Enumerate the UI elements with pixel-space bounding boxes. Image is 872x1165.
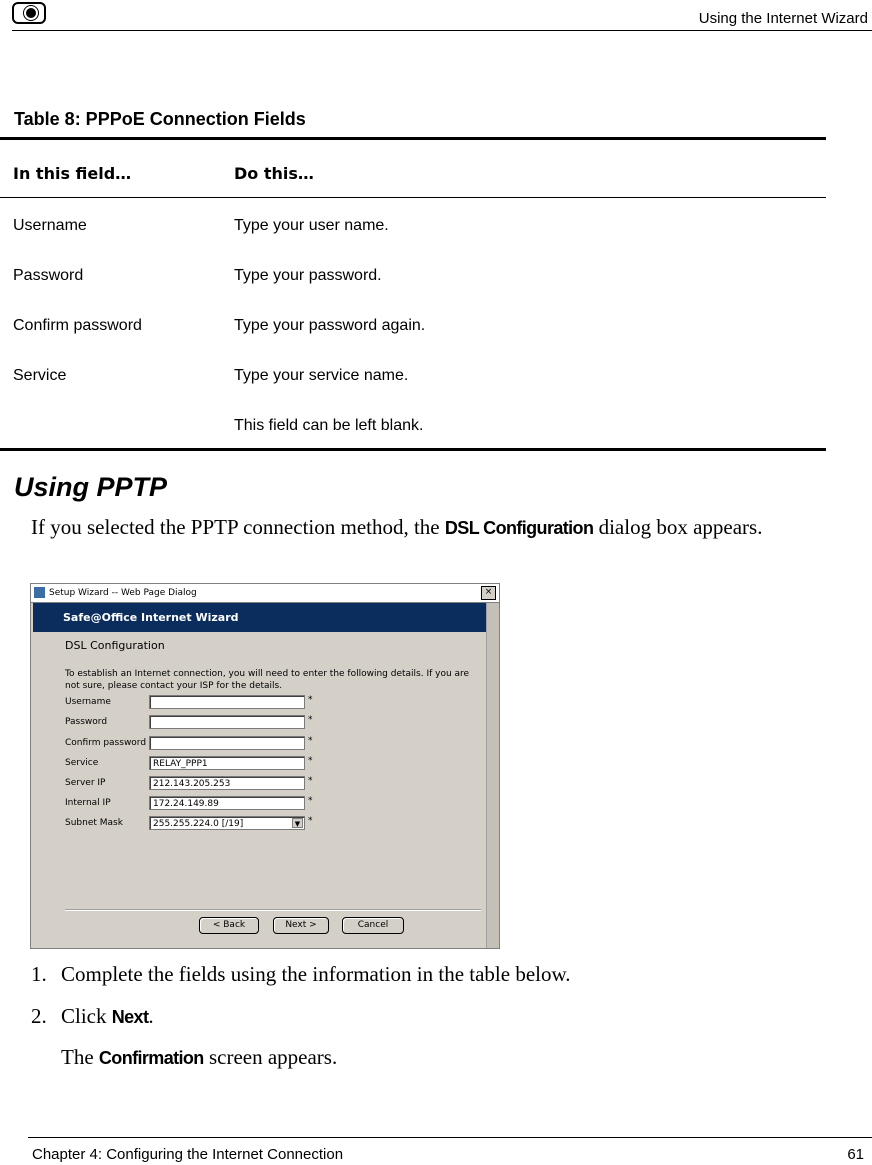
step-text: Click Next. [61,1004,154,1028]
close-icon[interactable]: × [481,586,496,600]
field-label: Confirm password [65,738,147,748]
dialog-window-title: Setup Wizard -- Web Page Dialog [49,588,197,598]
table-cell-action: Type your user name. [234,217,389,234]
dialog-heading: DSL Configuration [65,639,165,652]
field-label: Subnet Mask [65,818,123,828]
step-number: 2. [31,1004,47,1028]
step-number: 1. [31,962,47,986]
section-title: Using PPTP [14,472,168,502]
chevron-down-icon[interactable]: ▼ [292,818,303,828]
page-number: 61 [847,1146,864,1163]
result-text: The Confirmation screen appears. [61,1045,338,1069]
table-title: Table 8: PPPoE Connection Fields [14,109,306,129]
table-cell-field: Confirm password [13,317,142,334]
camera-icon [12,2,46,24]
table-header-field: In this field… [13,164,132,183]
field-label: Internal IP [65,798,111,808]
table-cell-field: Password [13,267,84,284]
field-label: Service [65,758,99,768]
service-input[interactable]: RELAY_PPP1 [149,756,305,770]
required-mark: * [308,715,313,725]
table-cell-action: This field can be left blank. [234,417,424,434]
header-divider [12,30,872,31]
window-icon [34,587,45,598]
next-button[interactable]: Next > [273,917,329,934]
table-cell-field: Username [13,217,87,234]
footer-chapter: Chapter 4: Configuring the Internet Connection [32,1146,344,1163]
subnet-mask-value: 255.255.224.0 [/19] [153,819,244,829]
dialog-description: To establish an Internet connection, you will need to enter the following details. If you are not sure, please contact your ISP for the details. [65,669,470,691]
intro-paragraph: If you selected the PPTP connection method, the DSL Configuration dialog box appears. [31,515,763,539]
password-input[interactable] [149,715,305,729]
dialog-divider [65,909,481,911]
table-top-rule [0,137,826,140]
internal-ip-input[interactable]: 172.24.149.89 [149,796,305,810]
subnet-mask-select[interactable] [149,816,305,830]
username-input[interactable] [149,695,305,709]
field-label: Username [65,697,111,707]
required-mark: * [308,736,313,746]
table-header-action: Do this… [234,164,314,183]
field-label: Password [65,717,108,727]
footer-divider [28,1137,872,1138]
step-text: Complete the fields using the information in the table below. [61,962,571,986]
dialog-titlebar [31,584,499,603]
back-button[interactable]: < Back [199,917,259,934]
field-label: Server IP [65,778,106,788]
required-mark: * [308,756,313,766]
table-cell-field: Service [13,367,67,384]
required-mark: * [308,816,313,826]
dialog-scrollbar[interactable] [486,603,499,949]
wizard-banner-title: Safe@Office Internet Wizard [63,611,239,624]
confirm-password-input[interactable] [149,736,305,750]
wizard-banner [33,603,486,632]
running-header: Using the Internet Wizard [698,10,868,27]
dsl-configuration-dialog [30,583,500,949]
cancel-button[interactable]: Cancel [342,917,404,934]
required-mark: * [308,776,313,786]
server-ip-input[interactable]: 212.143.205.253 [149,776,305,790]
required-mark: * [308,695,313,705]
table-cell-action: Type your password. [234,267,382,284]
required-mark: * [308,796,313,806]
table-cell-action: Type your password again. [234,317,426,334]
table-header-rule [0,197,826,198]
table-bottom-rule [0,448,826,451]
table-cell-action: Type your service name. [234,367,409,384]
